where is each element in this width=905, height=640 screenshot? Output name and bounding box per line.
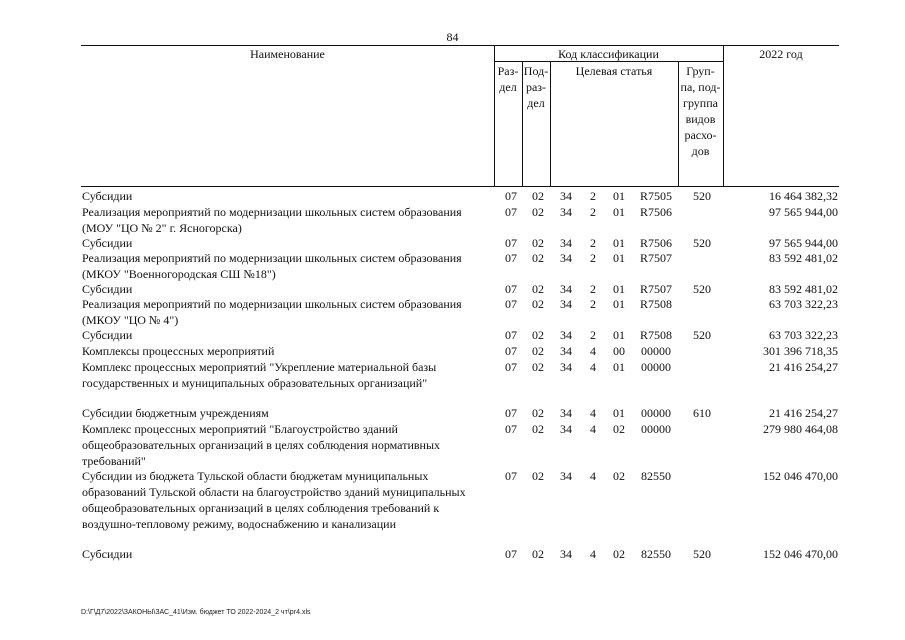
row-expense-type: 610 [693, 406, 711, 420]
row-amount: 21 416 254,27 [769, 360, 838, 374]
row-subsection: 02 [532, 282, 544, 296]
header-year: 2022 год [759, 47, 803, 61]
row-amount: 16 464 382,32 [769, 189, 838, 203]
row-subsection: 02 [532, 297, 544, 311]
row-amount: 63 703 322,23 [769, 297, 838, 311]
row-subprogram: 4 [590, 547, 596, 561]
row-program: 34 [560, 344, 572, 358]
row-direction: R7507 [639, 282, 672, 296]
header-divider [550, 61, 551, 186]
row-amount: 97 565 944,00 [769, 236, 838, 250]
header-name: Наименование [250, 47, 325, 61]
row-subprogram: 4 [590, 406, 596, 420]
row-subsection: 02 [532, 205, 544, 219]
row-section: 07 [505, 344, 517, 358]
row-expense-type: 520 [693, 282, 711, 296]
row-section: 07 [505, 236, 517, 250]
row-event: 02 [613, 547, 625, 561]
header-subsection-line: раз- [525, 80, 547, 94]
row-amount: 301 396 718,35 [763, 344, 838, 358]
row-amount: 83 592 481,02 [769, 282, 838, 296]
row-event: 01 [613, 189, 625, 203]
header-subsection-line: Под- [523, 64, 549, 78]
row-subsection: 02 [532, 236, 544, 250]
row-name: Субсидии из бюджета Тульской области бюджетам муниципальных образований Тульской области на благоустройство зданий муниципальных общеобразовательных организаций в целях соблюдения требований к воздушно-тепловому режиму, водоснабжению и канализации [82, 469, 466, 531]
row-program: 34 [560, 547, 572, 561]
row-subsection: 02 [532, 189, 544, 203]
row-event: 01 [613, 297, 625, 311]
row-subprogram: 2 [590, 189, 596, 203]
row-amount: 63 703 322,23 [769, 328, 838, 342]
row-subprogram: 2 [590, 205, 596, 219]
header-group [678, 63, 723, 159]
row-expense-type: 520 [693, 236, 711, 250]
row-program: 34 [560, 297, 572, 311]
row-direction: 82550 [641, 547, 671, 561]
row-subprogram: 2 [590, 328, 596, 342]
row-direction: R7505 [639, 189, 672, 203]
row-section: 07 [505, 297, 517, 311]
header-group-line: Груп- [686, 64, 715, 78]
row-amount: 152 046 470,00 [763, 547, 838, 561]
row-event: 02 [613, 469, 625, 483]
header-subsection-line: дел [527, 96, 545, 110]
row-event: 01 [613, 282, 625, 296]
row-direction: 82550 [641, 469, 671, 483]
row-event: 01 [613, 406, 625, 420]
row-direction: 00000 [641, 406, 671, 420]
row-subprogram: 2 [590, 236, 596, 250]
row-amount: 97 565 944,00 [769, 205, 838, 219]
row-event: 00 [613, 344, 625, 358]
row-name: Субсидии [82, 328, 133, 342]
row-amount: 83 592 481,02 [769, 251, 838, 265]
row-direction: R7506 [639, 205, 672, 219]
row-direction: R7507 [639, 251, 672, 265]
row-direction: 00000 [641, 360, 671, 374]
row-name: Субсидии [82, 547, 133, 561]
row-subsection: 02 [532, 422, 544, 436]
row-name: Субсидии [82, 236, 133, 250]
row-subsection: 02 [532, 469, 544, 483]
header-section-line: дел [499, 80, 517, 94]
header-divider [723, 46, 724, 186]
row-subprogram: 4 [590, 469, 596, 483]
row-event: 01 [613, 251, 625, 265]
row-direction: R7508 [639, 328, 672, 342]
row-direction: 00000 [641, 344, 671, 358]
header-subsection [522, 63, 550, 111]
row-name: Комплекс процессных мероприятий "Укрепление материальной базы государственных и муниципальных образовательных организаций" [82, 360, 437, 390]
row-program: 34 [560, 360, 572, 374]
header-group-line: па, под- [680, 80, 721, 94]
row-direction: 00000 [641, 422, 671, 436]
row-event: 01 [613, 360, 625, 374]
file-path-footer: D:\Г\Д7\2022\ЗАКОНЫ\ЗАС_41\Изм. бюджет ТО 2022-2024_2 чт\рг4.xls [81, 609, 311, 616]
row-section: 07 [505, 360, 517, 374]
row-subsection: 02 [532, 360, 544, 374]
row-subprogram: 4 [590, 344, 596, 358]
header-group-line: группа [683, 96, 718, 110]
row-subsection: 02 [532, 547, 544, 561]
header-section-line: Раз- [497, 64, 519, 78]
row-section: 07 [505, 251, 517, 265]
row-section: 07 [505, 328, 517, 342]
row-expense-type: 520 [693, 328, 711, 342]
row-expense-type: 520 [693, 189, 711, 203]
row-event: 02 [613, 422, 625, 436]
row-program: 34 [560, 205, 572, 219]
row-amount: 279 980 464,08 [763, 422, 838, 436]
row-program: 34 [560, 469, 572, 483]
row-amount: 152 046 470,00 [763, 469, 838, 483]
row-event: 01 [613, 328, 625, 342]
row-name: Субсидии бюджетным учреждениям [82, 406, 269, 420]
row-section: 07 [505, 406, 517, 420]
row-name: Субсидии [82, 189, 133, 203]
row-amount: 21 416 254,27 [769, 406, 838, 420]
header-group-line: дов [691, 144, 710, 158]
row-expense-type: 520 [693, 547, 711, 561]
row-subprogram: 4 [590, 422, 596, 436]
row-section: 07 [505, 422, 517, 436]
row-direction: R7506 [639, 236, 672, 250]
row-name: Комплексы процессных мероприятий [82, 344, 275, 358]
row-name: Комплекс процессных мероприятий "Благоустройство зданий общеобразовательных организаций в целях соблюдения нормативных требований" [82, 422, 441, 468]
row-subsection: 02 [532, 251, 544, 265]
row-program: 34 [560, 251, 572, 265]
header-section [494, 63, 522, 95]
row-subprogram: 2 [590, 251, 596, 265]
row-name: Реализация мероприятий по модернизации школьных систем образования (МОУ "ЦО № 2" г. Ясногорска) [82, 205, 462, 235]
row-event: 01 [613, 205, 625, 219]
row-subprogram: 2 [590, 282, 596, 296]
row-subprogram: 2 [590, 297, 596, 311]
page-number: 84 [446, 30, 459, 44]
row-program: 34 [560, 422, 572, 436]
row-subprogram: 4 [590, 360, 596, 374]
row-section: 07 [505, 282, 517, 296]
header-target: Целевая статья [575, 64, 653, 78]
row-subsection: 02 [532, 328, 544, 342]
header-group-line: расхо- [684, 128, 717, 142]
row-section: 07 [505, 469, 517, 483]
row-direction: R7508 [639, 297, 672, 311]
row-program: 34 [560, 328, 572, 342]
row-name: Реализация мероприятий по модернизации школьных систем образования (МКОУ "ЦО № 4") [82, 297, 462, 327]
row-section: 07 [505, 547, 517, 561]
row-subsection: 02 [532, 406, 544, 420]
row-name: Субсидии [82, 282, 133, 296]
row-program: 34 [560, 406, 572, 420]
header-code-group: Код классификации [558, 47, 659, 61]
table-header [81, 45, 839, 187]
row-event: 01 [613, 236, 625, 250]
row-program: 34 [560, 282, 572, 296]
row-program: 34 [560, 189, 572, 203]
row-section: 07 [505, 189, 517, 203]
row-program: 34 [560, 236, 572, 250]
row-section: 07 [505, 205, 517, 219]
row-subsection: 02 [532, 344, 544, 358]
row-name: Реализация мероприятий по модернизации школьных систем образования (МКОУ "Военногородская СШ №18") [82, 251, 462, 281]
header-group-line: видов [685, 112, 716, 126]
